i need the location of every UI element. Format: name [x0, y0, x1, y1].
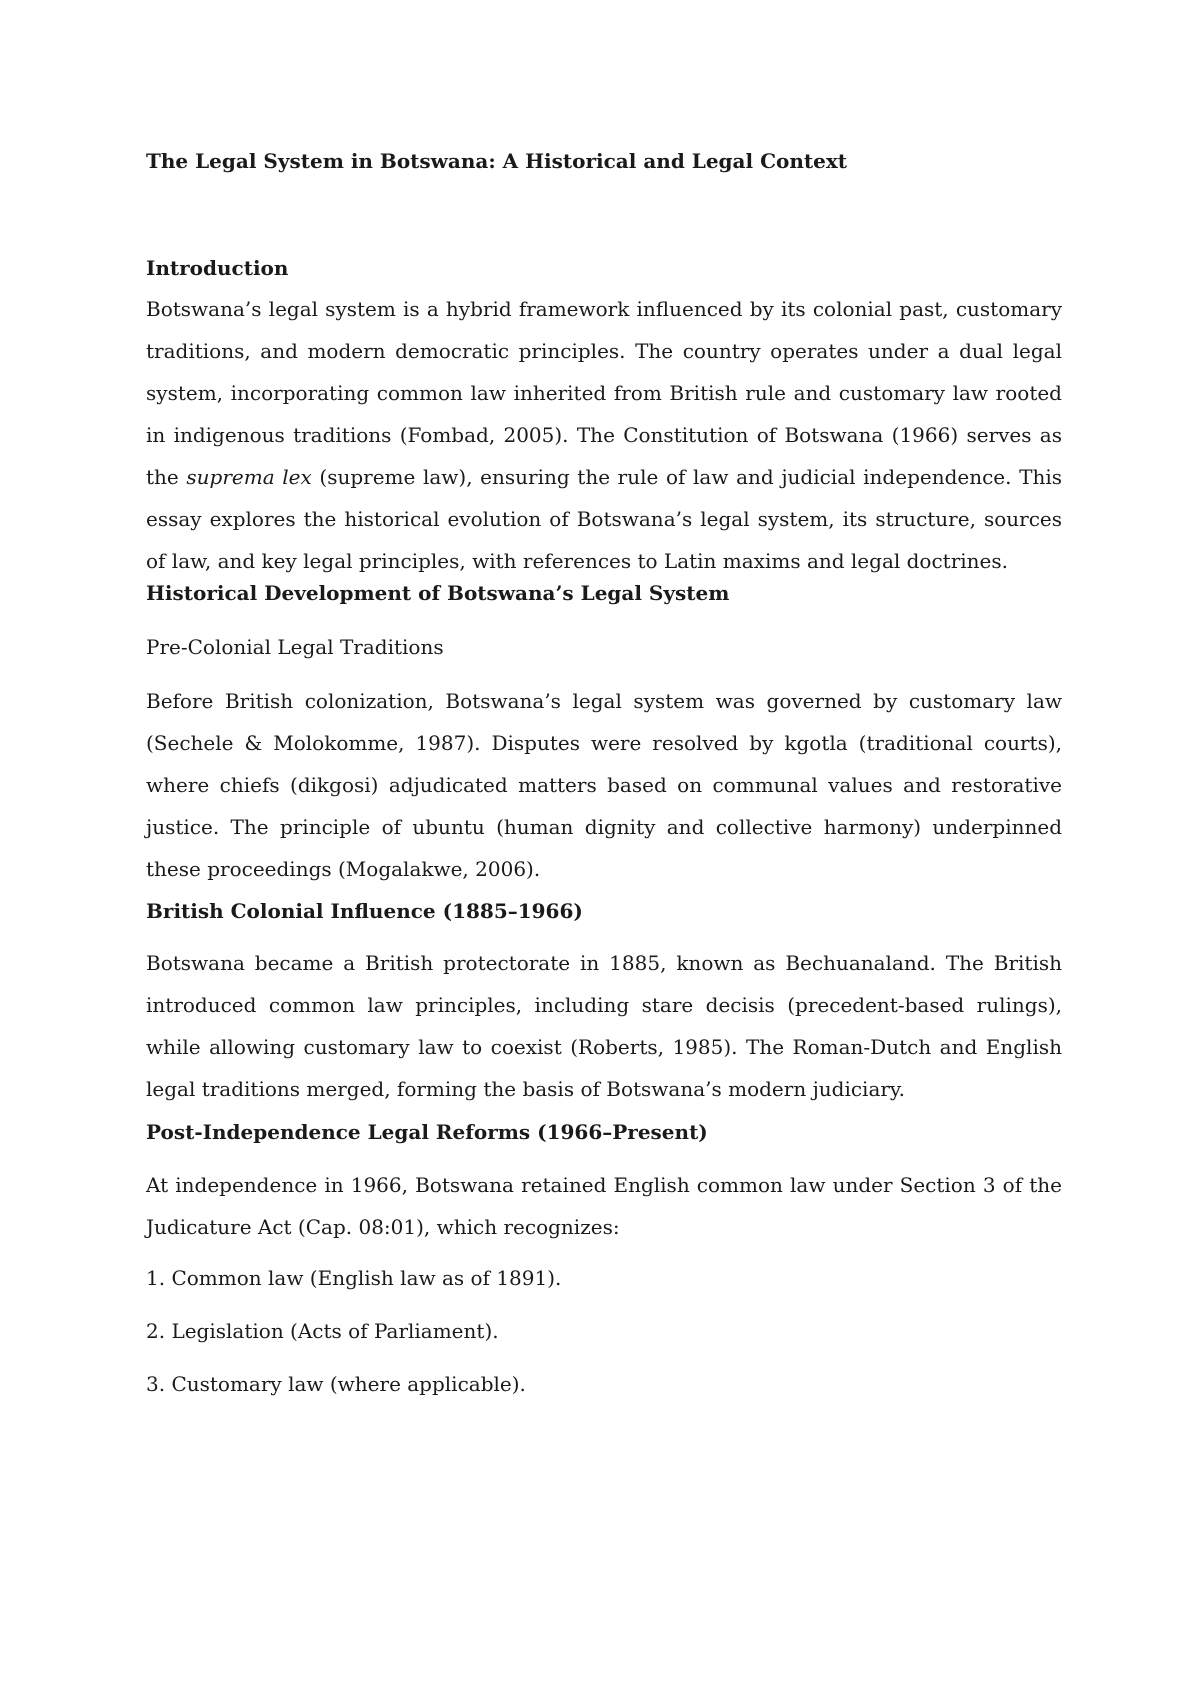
colonial-paragraph: Botswana became a British protectorate in 1885, known as Bechuanaland. The British introduced common law principles, including stare decisis (precedent-based rulings), while allowing customary law to coexist (Roberts, 1985). The Roman-Dutch and English legal traditions merged, forming the basis of Botswana’s modern judiciary.: [146, 951, 1062, 1101]
heading-historical-development: Historical Development of Botswana’s Legal System: [146, 581, 730, 605]
document-title: The Legal System in Botswana: A Historical and Legal Context: [146, 149, 847, 173]
subheading-pre-colonial: Pre-Colonial Legal Traditions: [146, 635, 444, 659]
introduction-latin-term: suprema lex: [186, 465, 312, 489]
heading-british-colonial: British Colonial Influence (1885–1966): [146, 899, 583, 923]
list-item: 3. Customary law (where applicable).: [146, 1372, 526, 1396]
list-item: 1. Common law (English law as of 1891).: [146, 1266, 562, 1290]
heading-introduction: Introduction: [146, 256, 289, 280]
list-item: 2. Legislation (Acts of Parliament).: [146, 1319, 499, 1343]
introduction-paragraph: [146, 288, 1062, 582]
pre-colonial-paragraph: Before British colonization, Botswana’s legal system was governed by customary law (Sechele & Molokomme, 1987). Disputes were resolved by kgotla (traditional courts), where chiefs (dikgosi) adjudicated matters based on communal values and restorative justice. The principle of ubuntu (human dignity and collective harmony) underpinned these proceedings (Mogalakwe, 2006).: [146, 689, 1062, 881]
heading-post-independence: Post-Independence Legal Reforms (1966–Present): [146, 1120, 708, 1144]
introduction-text-part-2: (supreme law), ensuring the rule of law and judicial independence. This essay explores the historical evolution of Botswana’s legal system, its structure, sources of law, and key legal principles, with references to Latin maxims and legal doctrines.: [146, 465, 1063, 573]
post-independence-paragraph: At independence in 1966, Botswana retained English common law under Section 3 of the Judicature Act (Cap. 08:01), which recognizes:: [146, 1173, 1062, 1239]
introduction-text-part-1: Botswana’s legal system is a hybrid framework influenced by its colonial past, customary traditions, and modern democratic principles. The country operates under a dual legal system, incorporating common law inherited from British rule and customary law rooted in indigenous traditions (Fombad, 2005). The Constitution of Botswana (1966) serves as the: [146, 297, 1062, 489]
